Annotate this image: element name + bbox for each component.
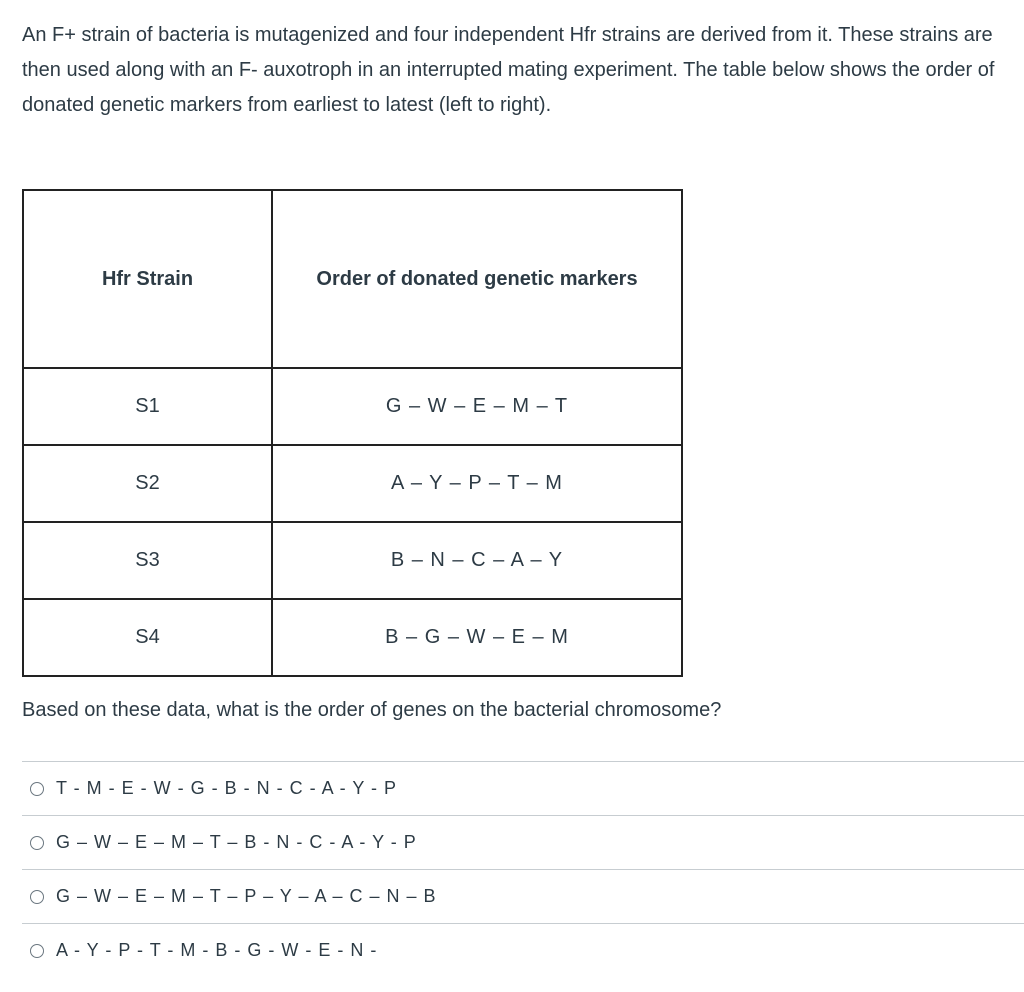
table-row (23, 599, 682, 676)
answer-option-2[interactable] (22, 815, 1024, 869)
radio-button[interactable] (30, 836, 44, 850)
hfr-table (22, 189, 683, 677)
answer-label: G – W – E – M – T – P – Y – A – C – N – B (56, 886, 437, 906)
answer-option-3[interactable] (22, 869, 1024, 923)
strain-cell: S2 (23, 445, 272, 522)
strain-cell: S4 (23, 599, 272, 676)
answer-option-1[interactable] (22, 761, 1024, 815)
table-header-row (23, 190, 682, 368)
table-row (23, 522, 682, 599)
radio-button[interactable] (30, 944, 44, 958)
strain-cell: S3 (23, 522, 272, 599)
strain-cell: S1 (23, 368, 272, 445)
radio-button[interactable] (30, 890, 44, 904)
marker-order-cell: A – Y – P – T – M (272, 445, 682, 522)
header-marker-order: Order of donated genetic markers (272, 190, 682, 368)
table-row (23, 445, 682, 522)
radio-button[interactable] (30, 782, 44, 796)
answer-list (22, 761, 1024, 977)
answer-label: G – W – E – M – T – B - N - C - A - Y - P (56, 832, 417, 852)
answer-option-4[interactable] (22, 923, 1024, 977)
table-row (23, 368, 682, 445)
marker-order-cell: G – W – E – M – T (272, 368, 682, 445)
answer-label: A - Y - P - T - M - B - G - W - E - N - (56, 940, 378, 960)
question-text: Based on these data, what is the order of genes on the bacterial chromosome? (22, 699, 722, 721)
marker-order-cell: B – G – W – E – M (272, 599, 682, 676)
marker-order-cell: B – N – C – A – Y (272, 522, 682, 599)
question-intro: An F+ strain of bacteria is mutagenized and four independent Hfr strains are derived from it. These strains are then used along with an F- auxotroph in an interrupted mating experiment. The table below shows the order of donated genetic markers from earliest to latest (left to right). (22, 24, 995, 116)
answer-label: T - M - E - W - G - B - N - C - A - Y - P (56, 778, 398, 798)
header-hfr-strain: Hfr Strain (23, 190, 272, 368)
